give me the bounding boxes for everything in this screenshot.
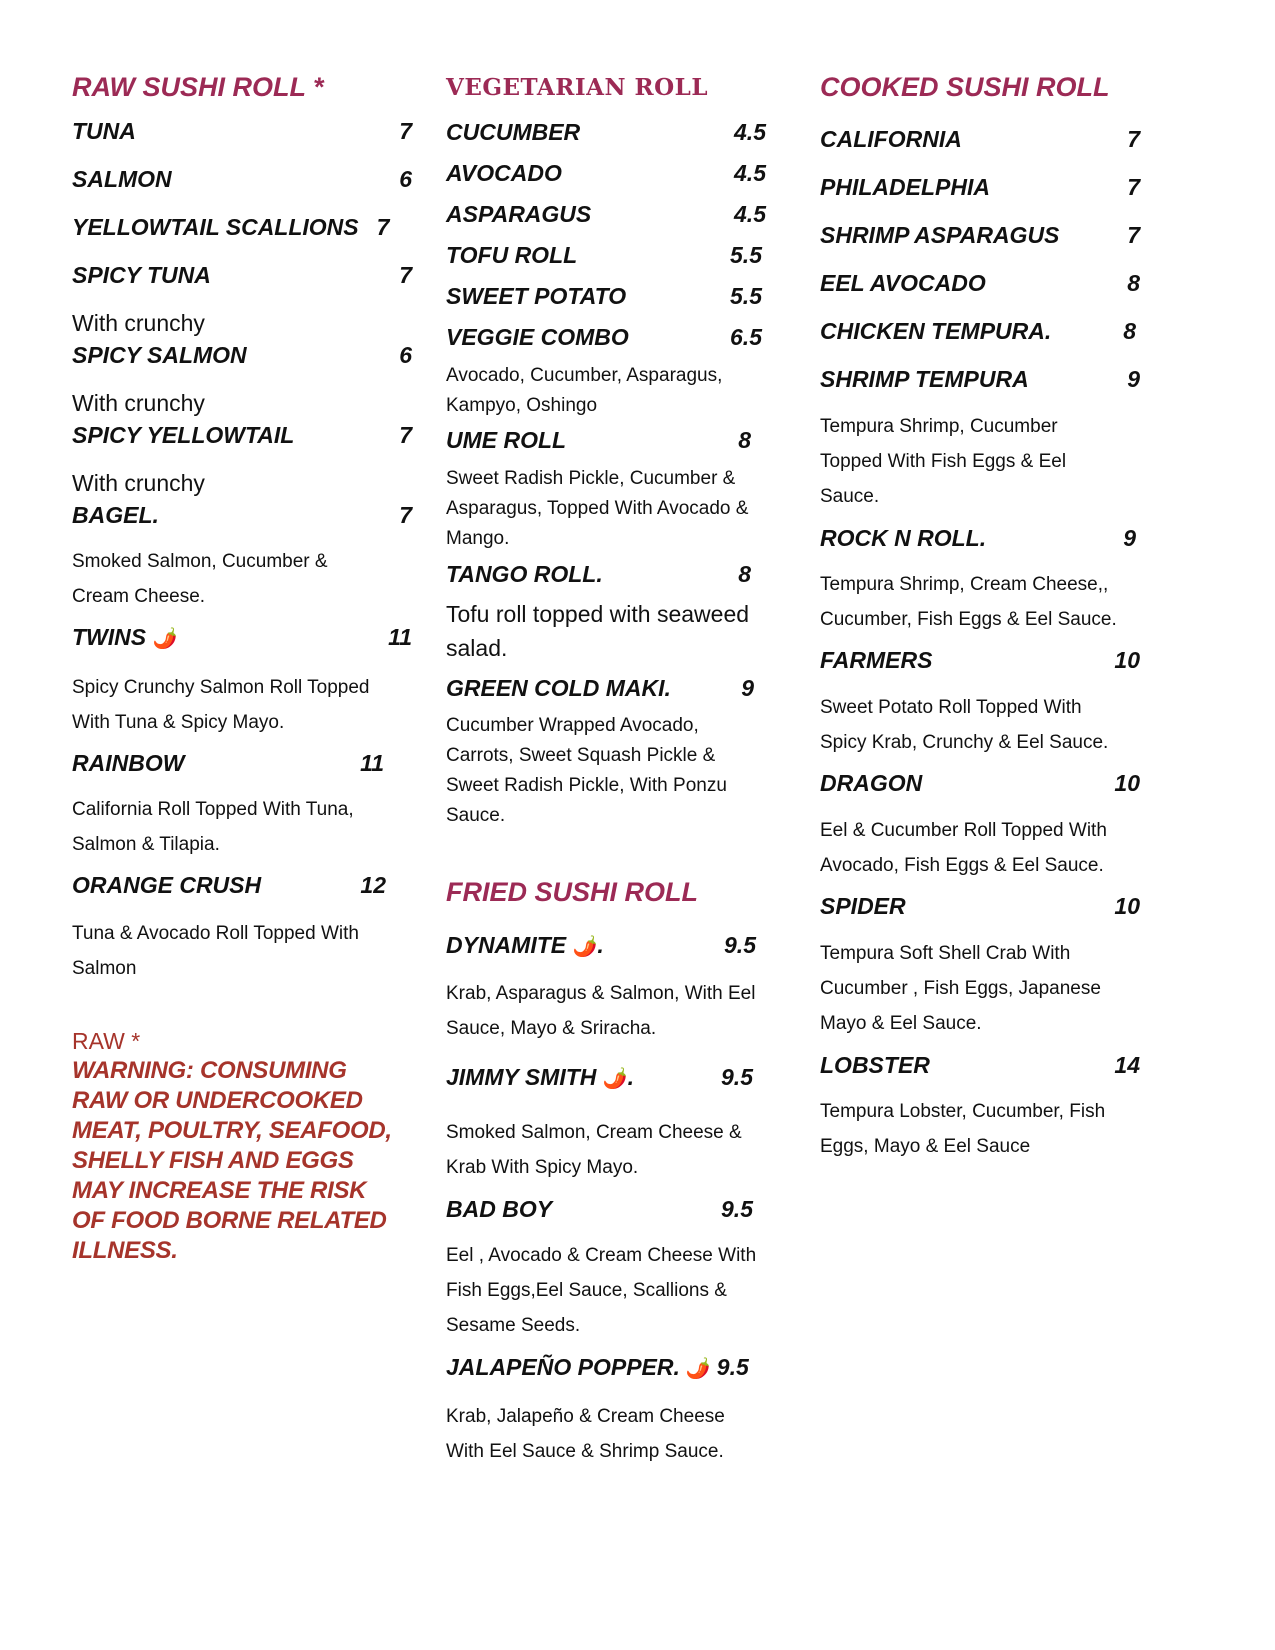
item-description: Tofu roll topped with seaweed salad.: [446, 601, 750, 661]
raw-section-title: RAW SUSHI ROLL *: [72, 72, 324, 102]
chili-pepper-icon: 🌶️: [602, 1068, 628, 1090]
item-note: With crunchy: [72, 470, 205, 496]
menu-item-rock-n-roll: [820, 525, 1136, 552]
item-price: 4.5: [734, 201, 766, 227]
item-description: Cucumber Wrapped Avocado, Carrots, Sweet Squash Pickle & Sweet Radish Pickle, With Ponzu Sauce.: [446, 715, 727, 826]
item-description: California Roll Topped With Tuna, Salmon & Tilapia.: [72, 799, 354, 855]
item-name: TOFU ROLL: [446, 242, 578, 268]
item-name: SHRIMP TEMPURA: [820, 366, 1029, 392]
menu-item-lobster: [820, 1052, 1140, 1079]
menu-item-avocado: [446, 160, 766, 187]
item-price: 7: [1127, 174, 1140, 200]
item-name: SWEET POTATO: [446, 283, 627, 309]
item-price: 4.5: [734, 119, 766, 145]
item-price: 7: [399, 422, 412, 448]
item-name: CHICKEN TEMPURA.: [820, 318, 1052, 344]
item-price: 9.5: [721, 1196, 753, 1222]
item-name: TUNA: [72, 118, 136, 144]
item-price: 10: [1114, 647, 1140, 673]
item-name: JALAPEÑO POPPER.: [446, 1354, 680, 1380]
item-price: 9: [1127, 366, 1140, 392]
menu-item-chicken-tempura: [820, 318, 1136, 345]
item-description: Sweet Potato Roll Topped With Spicy Krab, Crunchy & Eel Sauce.: [820, 697, 1109, 753]
item-name: TANGO ROLL.: [446, 561, 603, 587]
item-price: 9.5: [724, 932, 756, 958]
item-name: VEGGIE COMBO: [446, 324, 629, 350]
menu-item-green-cold-maki: [446, 675, 754, 702]
menu-item-sweet-potato: [446, 283, 762, 310]
menu-item-tuna: [72, 118, 412, 145]
item-price: 7: [399, 118, 412, 144]
item-name: SPICY YELLOWTAIL: [72, 422, 295, 448]
item-name: CUCUMBER: [446, 119, 581, 145]
item-name-text: JIMMY SMITH: [446, 1064, 597, 1090]
menu-item-yellowtail-scallions: [72, 214, 412, 241]
item-name: UME ROLL: [446, 427, 567, 453]
chili-pepper-icon: 🌶️: [572, 936, 598, 958]
item-name: ROCK N ROLL.: [820, 525, 987, 551]
menu-item-spicy-yellowtail: [72, 422, 412, 449]
menu-item-orange-crush: [72, 872, 386, 899]
menu-item-philadelphia: [820, 174, 1140, 201]
item-price: 6.5: [730, 324, 762, 350]
item-name: CALIFORNIA: [820, 126, 962, 152]
item-price: 8: [738, 427, 751, 453]
item-name: [446, 932, 604, 959]
item-price: 6: [399, 166, 412, 192]
item-name: SALMON: [72, 166, 172, 192]
warning-heading: RAW *: [72, 1028, 141, 1054]
item-name: BAGEL.: [72, 502, 159, 528]
item-description: Tempura Soft Shell Crab With Cucumber , Fish Eggs, Japanese Mayo & Eel Sauce.: [820, 943, 1101, 1034]
menu-item-cucumber: [446, 119, 766, 146]
menu-item-salmon: [72, 166, 412, 193]
menu-item-rainbow: [72, 750, 384, 777]
item-description: Eel & Cucumber Roll Topped With Avocado, Fish Eggs & Eel Sauce.: [820, 820, 1107, 876]
item-price: 7: [399, 262, 412, 288]
item-note: With crunchy: [72, 310, 205, 336]
item-name-text: TWINS: [72, 624, 147, 650]
item-name: SPICY TUNA: [72, 262, 211, 288]
item-description: Krab, Asparagus & Salmon, With Eel Sauce, Mayo & Sriracha.: [446, 983, 756, 1039]
item-price: 4.5: [734, 160, 766, 186]
item-price: 12: [360, 872, 386, 898]
item-name: SPICY SALMON: [72, 342, 247, 368]
menu-item-spicy-salmon: [72, 342, 412, 369]
item-name: SHRIMP ASPARAGUS: [820, 222, 1060, 248]
menu-item-farmers: [820, 647, 1140, 674]
menu-item-ume-roll: [446, 427, 751, 454]
fried-section-title: FRIED SUSHI ROLL: [446, 877, 699, 907]
menu-item-spicy-tuna: [72, 262, 412, 289]
item-name-suffix: .: [627, 1064, 635, 1090]
chili-pepper-icon: 🌶️: [685, 1358, 711, 1380]
menu-item-california: [820, 126, 1140, 153]
item-price: 11: [360, 750, 384, 776]
item-price: 9.5: [721, 1064, 753, 1090]
item-price: 7: [1127, 126, 1140, 152]
menu-item-spider: [820, 893, 1140, 920]
item-name: YELLOWTAIL SCALLIONS: [72, 214, 359, 240]
item-name-suffix: .: [597, 932, 604, 958]
item-name: LOBSTER: [820, 1052, 930, 1078]
item-name: ASPARAGUS: [446, 201, 592, 227]
item-description: Krab, Jalapeño & Cream Cheese With Eel Sauce & Shrimp Sauce.: [446, 1406, 725, 1462]
item-name-text: DYNAMITE: [446, 932, 567, 958]
menu-item-shrimp-tempura: [820, 366, 1140, 393]
item-name: FARMERS: [820, 647, 933, 673]
item-name: DRAGON: [820, 770, 923, 796]
menu-item-eel-avocado: [820, 270, 1140, 297]
item-name: [446, 1064, 634, 1091]
item-description: Tempura Shrimp, Cucumber Topped With Fish Eggs & Eel Sauce.: [820, 416, 1067, 507]
menu-item-tofu-roll: [446, 242, 762, 269]
item-description: Tempura Shrimp, Cream Cheese,, Cucumber, Fish Eggs & Eel Sauce.: [820, 574, 1117, 630]
chili-pepper-icon: 🌶️: [152, 628, 178, 650]
item-name: RAINBOW: [72, 750, 185, 776]
item-price: 9.5: [716, 1354, 749, 1380]
item-price: 10: [1114, 770, 1140, 796]
item-price: 14: [1114, 1052, 1140, 1078]
item-description: Avocado, Cucumber, Asparagus, Kampyo, Oshingo: [446, 365, 723, 416]
item-price: 5.5: [730, 242, 762, 268]
item-name: BAD BOY: [446, 1196, 553, 1222]
item-price: 6: [399, 342, 412, 368]
item-price: 8: [1127, 270, 1140, 296]
item-price: 9: [1123, 525, 1136, 551]
item-price: 5.5: [730, 283, 762, 309]
menu-item-bad-boy: [446, 1196, 753, 1223]
item-price: 7: [376, 214, 390, 240]
menu-item-jimmy-smith: [446, 1064, 753, 1091]
item-description: Spicy Crunchy Salmon Roll Topped With Tuna & Spicy Mayo.: [72, 677, 370, 733]
item-name: [72, 624, 177, 651]
vegetarian-section-title: VEGETARIAN ROLL: [446, 74, 708, 101]
item-price: 7: [399, 502, 412, 528]
menu-item-dragon: [820, 770, 1140, 797]
item-price: 8: [1123, 318, 1136, 344]
item-description: Sweet Radish Pickle, Cucumber & Asparagus, Topped With Avocado & Mango.: [446, 468, 749, 549]
item-price: 7: [1127, 222, 1140, 248]
item-price: 9: [741, 675, 754, 701]
menu-item-veggie-combo: [446, 324, 762, 351]
item-description: Smoked Salmon, Cream Cheese & Krab With Spicy Mayo.: [446, 1122, 742, 1178]
item-name: ORANGE CRUSH: [72, 872, 262, 898]
item-description: Smoked Salmon, Cucumber & Cream Cheese.: [72, 551, 328, 607]
menu-item-tango-roll: [446, 561, 751, 588]
item-name: EEL AVOCADO: [820, 270, 986, 296]
item-name: SPIDER: [820, 893, 906, 919]
menu-item-bagel: [72, 502, 412, 529]
menu-item-jalapeno-popper: [446, 1354, 758, 1381]
item-name: GREEN COLD MAKI.: [446, 675, 671, 701]
menu-item-twins: [72, 624, 412, 651]
cooked-section-title: COOKED SUSHI ROLL: [820, 72, 1110, 102]
item-price: 8: [738, 561, 751, 587]
item-name: PHILADELPHIA: [820, 174, 990, 200]
item-description: Eel , Avocado & Cream Cheese With Fish Eggs,Eel Sauce, Scallions & Sesame Seeds.: [446, 1245, 757, 1336]
item-note: With crunchy: [72, 390, 205, 416]
menu-item-asparagus: [446, 201, 766, 228]
item-price: 10: [1114, 893, 1140, 919]
item-name: AVOCADO: [446, 160, 562, 186]
menu-item-shrimp-asparagus: [820, 222, 1140, 249]
item-price: 11: [388, 624, 412, 650]
menu-item-dynamite: [446, 932, 756, 959]
raw-food-warning: WARNING: CONSUMING RAW OR UNDERCOOKED MEAT, POULTRY, SEAFOOD, SHELLY FISH AND EGGS MAY INCREASE THE RISK OF FOOD BORNE RELATED ILLNESS.: [72, 1057, 392, 1264]
item-description: Tuna & Avocado Roll Topped With Salmon: [72, 923, 359, 979]
item-description: Tempura Lobster, Cucumber, Fish Eggs, Mayo & Eel Sauce: [820, 1101, 1106, 1157]
